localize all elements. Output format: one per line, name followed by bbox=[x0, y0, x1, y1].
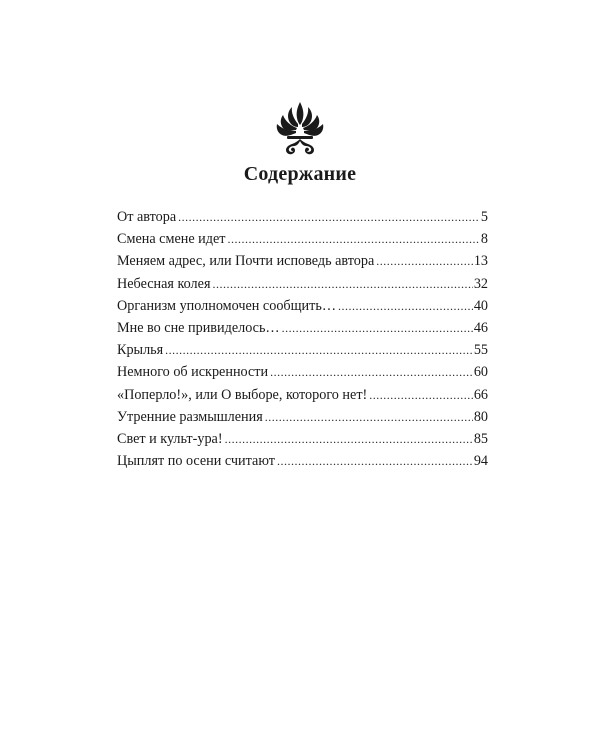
toc-entry-title: Крылья bbox=[117, 342, 164, 359]
toc-entry bbox=[117, 339, 488, 361]
toc-dot-leader bbox=[376, 250, 473, 272]
toc-entry bbox=[117, 384, 488, 406]
toc-dot-leader bbox=[338, 295, 473, 317]
toc-dot-leader bbox=[265, 406, 473, 428]
toc-entry-page: 80 bbox=[473, 408, 488, 425]
toc-entry bbox=[117, 250, 488, 272]
toc-entry-page: 40 bbox=[473, 297, 488, 314]
toc-entry bbox=[117, 295, 488, 317]
toc-dot-leader bbox=[270, 361, 473, 383]
toc-entry-title: Немного об искренности bbox=[117, 364, 269, 381]
toc-dot-leader bbox=[225, 428, 473, 450]
toc-entry bbox=[117, 361, 488, 383]
toc-entry-page: 85 bbox=[473, 430, 488, 447]
toc-dot-leader bbox=[165, 339, 473, 361]
toc-entry-title: Свет и культ-ура! bbox=[117, 430, 223, 447]
toc-entry-page: 46 bbox=[473, 319, 488, 336]
table-of-contents bbox=[117, 206, 488, 472]
toc-dot-leader bbox=[212, 273, 472, 295]
toc-dot-leader bbox=[228, 228, 480, 250]
toc-dot-leader bbox=[277, 450, 473, 472]
toc-entry bbox=[117, 273, 488, 295]
toc-entry-title: От автора bbox=[117, 209, 177, 225]
toc-entry-page: 13 bbox=[473, 253, 488, 270]
toc-entry-page: 8 bbox=[480, 231, 488, 248]
toc-entry-page: 32 bbox=[473, 275, 488, 292]
toc-entry-page: 94 bbox=[473, 453, 488, 470]
toc-entry-title: Смена смене идет bbox=[117, 231, 226, 248]
toc-dot-leader bbox=[369, 384, 473, 406]
toc-dot-leader bbox=[282, 317, 473, 339]
toc-entry-title: Организм уполномочен сообщить… bbox=[117, 297, 337, 314]
toc-entry-title: Цыплят по осени считают bbox=[117, 453, 275, 470]
toc-entry bbox=[117, 206, 488, 228]
fleur-ornament-icon bbox=[274, 100, 326, 158]
toc-entry-title: Мне во сне привиделось… bbox=[117, 319, 280, 336]
toc-entry-page: 66 bbox=[473, 386, 488, 403]
toc-entry-page: 55 bbox=[473, 342, 488, 359]
toc-entry bbox=[117, 428, 488, 450]
toc-entry-title: «Поперло!», или О выборе, которого нет! bbox=[117, 386, 368, 403]
toc-entry-page: 5 bbox=[480, 209, 488, 225]
toc-dot-leader bbox=[178, 206, 480, 228]
toc-entry bbox=[117, 228, 488, 250]
toc-entry-title: Меняем адрес, или Почти исповедь автора bbox=[117, 253, 375, 270]
toc-entry bbox=[117, 406, 488, 428]
page-title: Содержание bbox=[243, 163, 357, 185]
toc-entry bbox=[117, 450, 488, 472]
toc-entry-page: 60 bbox=[473, 364, 488, 381]
toc-entry bbox=[117, 317, 488, 339]
toc-entry-title: Утренние размышления bbox=[117, 408, 263, 425]
toc-entry-title: Небесная колея bbox=[117, 275, 211, 292]
